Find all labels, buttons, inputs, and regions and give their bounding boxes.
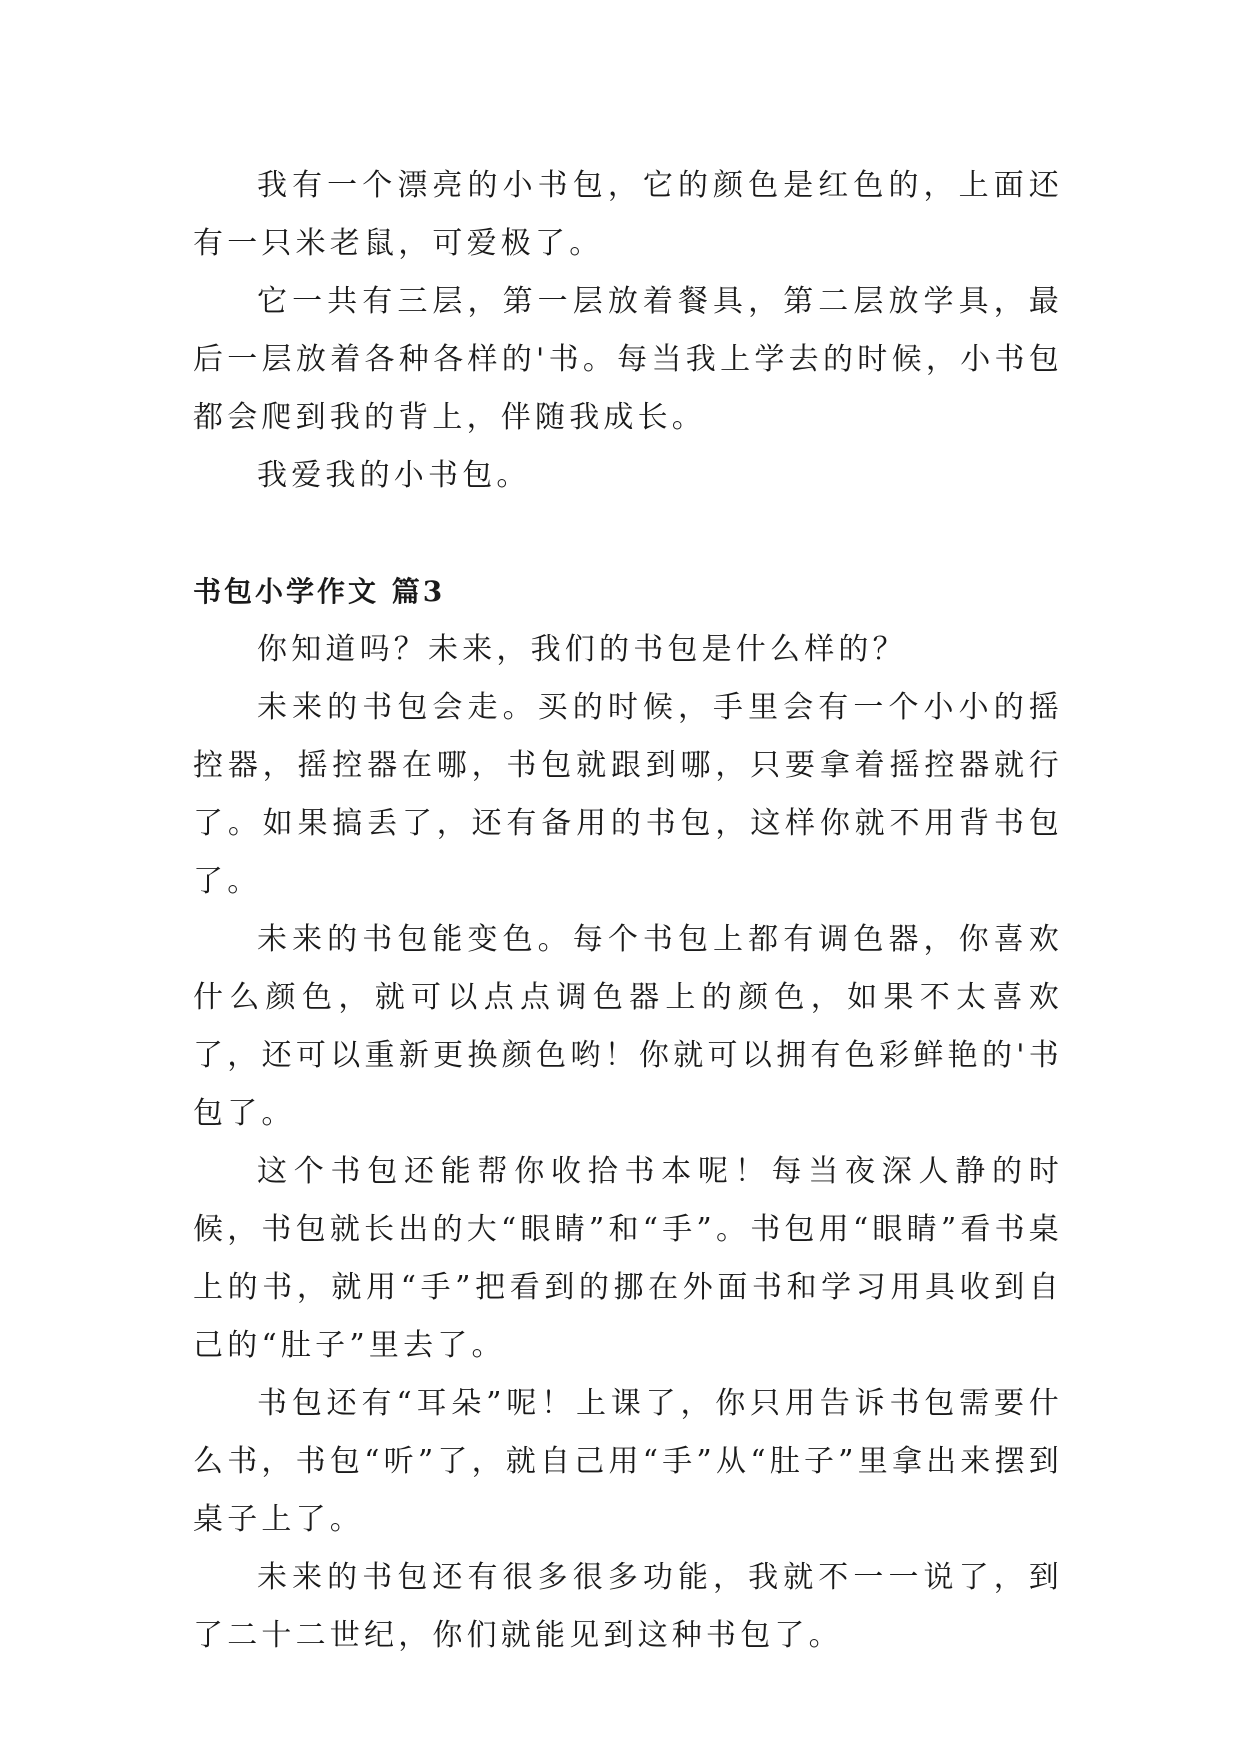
paragraph: 我有一个漂亮的小书包，它的颜色是红色的，上面还有一只米老鼠，可爱极了。	[193, 168, 1063, 261]
paragraph: 你知道吗？未来，我们的书包是什么样的？	[257, 632, 907, 667]
document-page	[193, 157, 1063, 1665]
section-heading: 书包小学作文 篇3	[193, 575, 446, 608]
paragraph: 未来的书包还有很多很多功能，我就不一一说了，到了二十二世纪，你们就能见到这种书包了。	[193, 1560, 1063, 1653]
paragraph: 我爱我的小书包。	[257, 458, 531, 493]
paragraph: 这个书包还能帮你收拾书本呢！每当夜深人静的时候，书包就长出的大“眼睛”和“手”。书包用“眼睛”看书桌上的书，就用“手”把看到的挪在外面书和学习用具收到自己的“肚子”里去了。	[193, 1154, 1063, 1363]
paragraph: 它一共有三层，第一层放着餐具，第二层放学具，最后一层放着各种各样的'书。每当我上学去的时候，小书包都会爬到我的背上，伴随我成长。	[193, 284, 1063, 435]
section-gap	[193, 505, 1063, 563]
paragraph: 未来的书包会走。买的时候，手里会有一个小小的摇控器，摇控器在哪，书包就跟到哪，只要拿着摇控器就行了。如果搞丢了，还有备用的书包，这样你就不用背书包了。	[193, 690, 1063, 899]
paragraph: 书包还有“耳朵”呢！上课了，你只用告诉书包需要什么书，书包“听”了，就自己用“手”从“肚子”里拿出来摆到桌子上了。	[193, 1386, 1063, 1537]
paragraph: 未来的书包能变色。每个书包上都有调色器，你喜欢什么颜色，就可以点点调色器上的颜色，如果不太喜欢了，还可以重新更换颜色哟！你就可以拥有色彩鲜艳的'书包了。	[193, 922, 1063, 1131]
